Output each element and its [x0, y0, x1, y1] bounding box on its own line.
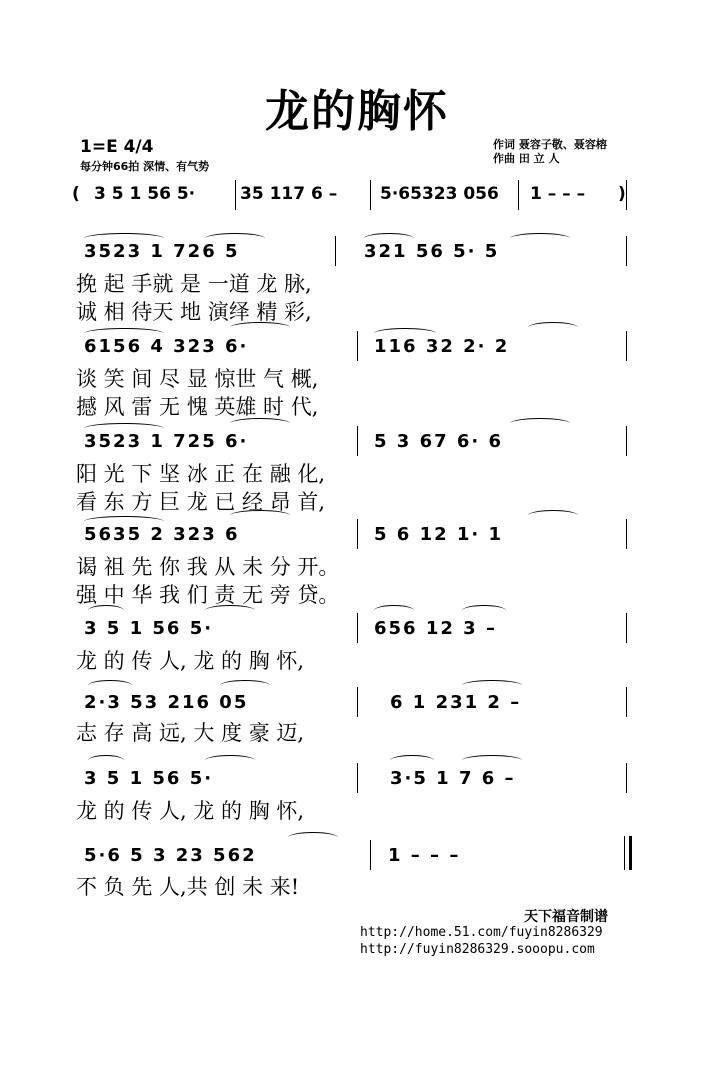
intro-measure-3: 5·65323 056 — [380, 184, 499, 204]
measure-1-2: 321 56 5· 5 — [364, 241, 500, 262]
lyric-6: 志 存 高 远, 大 度 豪 迈, — [76, 721, 305, 745]
slur — [374, 605, 414, 616]
slur — [462, 680, 522, 691]
slur — [462, 605, 506, 616]
intro-close-paren: ) — [618, 184, 626, 204]
slur — [230, 418, 290, 429]
lyric-4-verse-2: 强 中 华 我 们 责 无 旁 贷。 — [76, 583, 340, 607]
measure-3-1: 3523 1 725 6· — [84, 431, 249, 452]
composer-credit: 作曲 田 立 人 — [493, 152, 560, 165]
slur — [364, 233, 414, 244]
measure-4-1: 5635 2 323 6 — [84, 524, 240, 545]
measure-5-2: 656 12 3 – — [374, 618, 497, 639]
intro-staff — [72, 178, 632, 210]
lyric-3-verse-2: 看 东 方 巨 龙 已 经 昂 首, — [76, 490, 326, 514]
slur — [528, 322, 578, 333]
lyric-2-verse-1: 谈 笑 间 尽 显 惊世 气 概, — [76, 367, 319, 391]
barline — [626, 180, 627, 210]
measure-1-1: 3523 1 726 5 — [84, 241, 240, 262]
barline — [518, 180, 519, 210]
slur — [84, 423, 164, 434]
slur — [84, 516, 164, 527]
slur — [205, 605, 255, 616]
measure-4-2: 5 6 12 1· 1 — [374, 524, 504, 545]
barline — [626, 426, 627, 456]
barline — [626, 687, 627, 717]
barline — [370, 840, 371, 870]
intro-measure-1: 3 5 1 56 5· — [94, 184, 196, 204]
barline — [357, 763, 358, 793]
lyric-1-verse-1: 挽 起 手就 是 一道 龙 脉, — [76, 272, 312, 296]
slur — [528, 510, 578, 521]
measure-7-1: 3 5 1 56 5· — [84, 768, 214, 789]
barline — [626, 519, 627, 549]
slur — [220, 680, 270, 691]
measure-6-2: 6 1 231 2 – — [390, 692, 522, 713]
slur — [205, 233, 265, 244]
slur — [510, 418, 570, 429]
url-link-2[interactable]: http://fuyin8286329.sooopu.com — [360, 942, 595, 957]
measure-8-2: 1 – – – — [388, 845, 461, 866]
lyric-4-verse-1: 谒 祖 先 你 我 从 未 分 开。 — [76, 555, 340, 579]
url-link-1[interactable]: http://home.51.com/fuyin8286329 — [360, 925, 603, 940]
lyric-8: 不 负 先 人,共 创 未 来! — [76, 875, 300, 899]
key-signature: 1=E 4/4 — [80, 137, 154, 157]
intro-measure-4: 1 – – – — [530, 184, 586, 204]
lyric-7: 龙 的 传 人, 龙 的 胸 怀, — [76, 799, 305, 823]
barline — [357, 331, 358, 361]
barline — [235, 180, 236, 210]
intro-measure-2: 35 117 6 – — [240, 184, 338, 204]
lyric-3-verse-1: 阳 光 下 坚 冰 正 在 融 化, — [76, 462, 326, 486]
slur — [510, 233, 570, 244]
slur — [462, 755, 522, 766]
slur — [374, 328, 436, 339]
slur — [390, 755, 434, 766]
measure-3-2: 5 3 67 6· 6 — [374, 431, 504, 452]
barline — [357, 519, 358, 549]
barline — [370, 180, 371, 210]
slur — [84, 328, 164, 339]
final-barline-thick — [629, 836, 632, 870]
lyricist-credit: 作词 聂容子敬、聂容榕 — [493, 138, 607, 151]
slur — [205, 755, 255, 766]
barline — [357, 426, 358, 456]
song-title: 龙的胸怀 — [265, 86, 449, 137]
lyric-2-verse-2: 撼 风 雷 无 愧 英雄 时 代, — [76, 395, 319, 419]
barline — [626, 763, 627, 793]
slur — [88, 605, 124, 616]
slur — [230, 510, 290, 521]
barline — [626, 331, 627, 361]
lyric-5: 龙 的 传 人, 龙 的 胸 怀, — [76, 649, 305, 673]
measure-5-1: 3 5 1 56 5· — [84, 618, 214, 639]
final-barline-thin — [624, 836, 625, 870]
measure-8-1: 5·6 5 3 23 562 — [84, 845, 257, 866]
measure-2-1: 6156 4 323 6· — [84, 336, 249, 357]
barline — [335, 236, 336, 266]
slur — [84, 233, 164, 244]
slur — [88, 755, 124, 766]
barline — [626, 613, 627, 643]
publisher-label: 天下福音制谱 — [524, 909, 608, 925]
barline — [626, 236, 627, 266]
tempo-marking: 每分钟66拍 深情、有气势 — [80, 160, 210, 173]
credits — [493, 138, 607, 166]
barline — [357, 687, 358, 717]
slur — [230, 322, 290, 333]
measure-2-2: 116 32 2· 2 — [374, 336, 510, 357]
slur — [288, 832, 338, 843]
intro-open-paren: ( — [72, 184, 80, 204]
measure-6-1: 2·3 53 216 05 — [84, 692, 249, 713]
measure-7-2: 3·5 1 7 6 – — [390, 768, 516, 789]
barline — [357, 613, 358, 643]
slur — [88, 680, 132, 691]
lyric-1-verse-2: 诚 相 待天 地 演绎 精 彩, — [76, 300, 312, 324]
